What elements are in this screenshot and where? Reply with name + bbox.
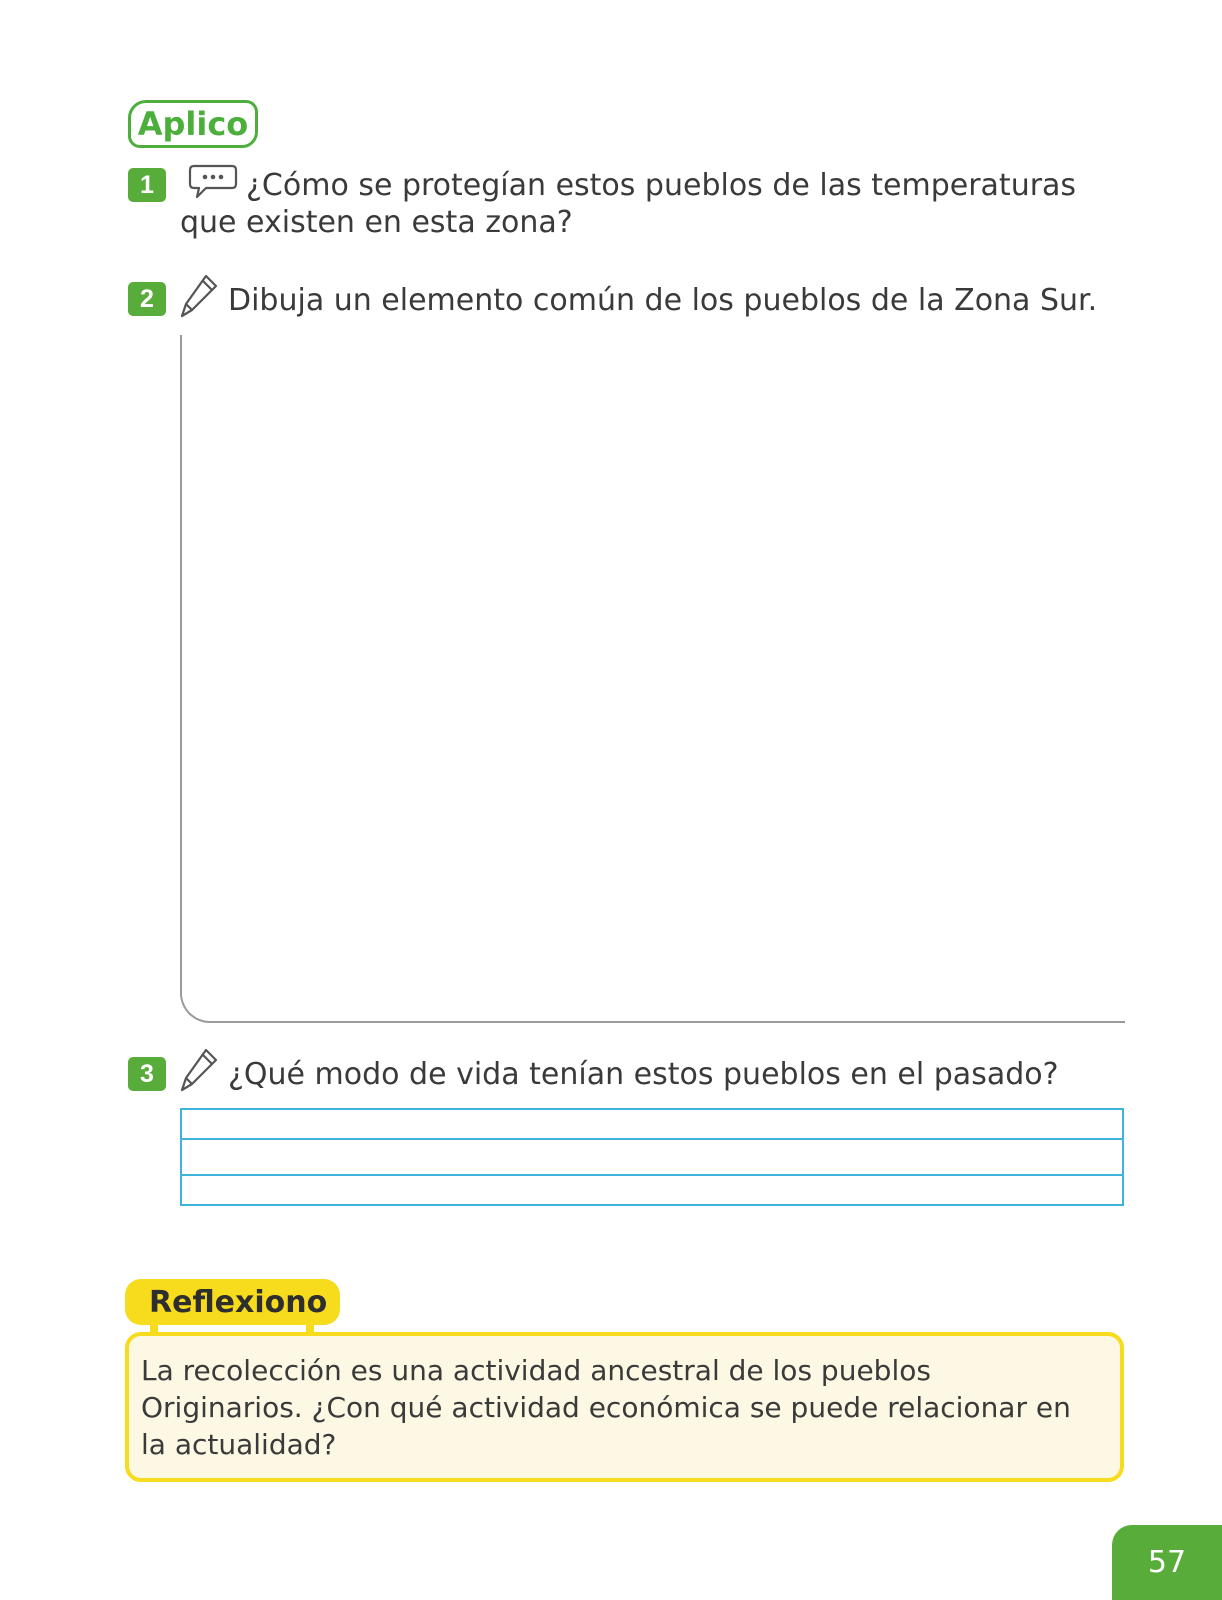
question-2-number: 2	[128, 282, 166, 316]
reflexiono-box	[125, 1332, 1124, 1482]
drawing-area[interactable]	[180, 335, 1125, 1023]
page-number-text: 57	[1147, 1545, 1187, 1580]
question-1-text-line2: que existen en esta zona?	[180, 205, 573, 240]
question-3-text: ¿Qué modo de vida tenían estos pueblos en el pasado?	[228, 1057, 1059, 1092]
pencil-icon	[178, 1046, 220, 1096]
speech-bubble-icon	[188, 162, 238, 202]
question-1-text-line1: ¿Cómo se protegían estos pueblos de las temperaturas	[246, 168, 1077, 203]
question-3-number: 3	[128, 1057, 166, 1091]
reflexiono-label: Reflexiono	[149, 1284, 328, 1320]
answer-lines[interactable]	[180, 1108, 1124, 1206]
question-1-number: 1	[128, 168, 166, 202]
answer-line	[182, 1138, 1122, 1140]
reflexiono-text-line3: la actualidad?	[141, 1428, 337, 1461]
reflexiono-text-line2: Originarios. ¿Con qué actividad económica se puede relacionar en	[141, 1391, 1071, 1424]
answer-line	[182, 1174, 1122, 1176]
aplico-label: Aplico	[137, 105, 249, 143]
reflexiono-tag	[125, 1279, 340, 1325]
aplico-section-tag	[128, 100, 258, 148]
reflexiono-text-line1: La recolección es una actividad ancestral de los pueblos	[141, 1354, 931, 1387]
page-number	[1112, 1525, 1222, 1600]
question-2-text: Dibuja un elemento común de los pueblos de la Zona Sur.	[228, 283, 1098, 318]
pencil-icon	[178, 272, 220, 322]
